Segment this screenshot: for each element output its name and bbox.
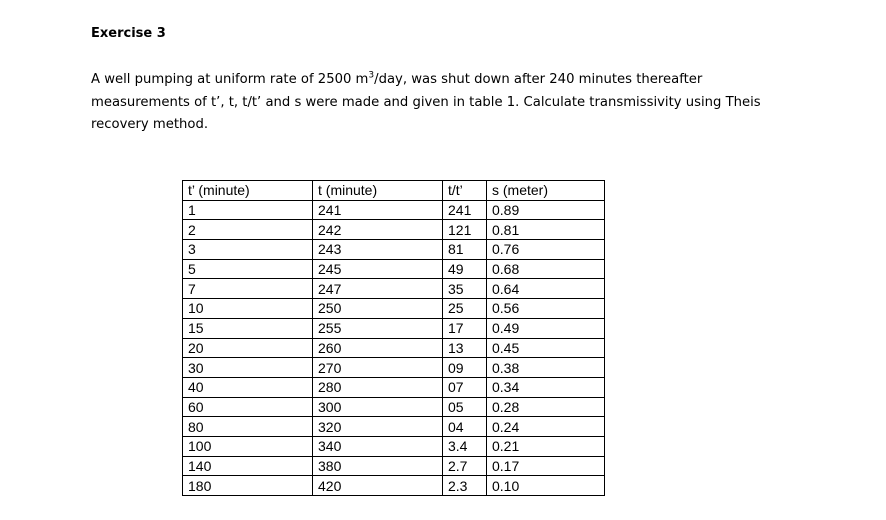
cell-t: 340 [313, 436, 443, 456]
cell-t: 380 [313, 456, 443, 476]
cell-t-prime: 7 [183, 279, 313, 299]
cell-s: 0.21 [487, 436, 605, 456]
cell-t: 241 [313, 200, 443, 220]
cell-t-ratio: 13 [443, 338, 487, 358]
cell-t: 420 [313, 476, 443, 496]
cell-t-prime: 3 [183, 240, 313, 260]
table-header-row [183, 181, 605, 201]
cell-t: 260 [313, 338, 443, 358]
cell-t-ratio: 121 [443, 220, 487, 240]
cell-t-ratio: 49 [443, 259, 487, 279]
cell-t-prime: 80 [183, 417, 313, 437]
cell-s: 0.38 [487, 358, 605, 378]
table-row [183, 338, 605, 358]
cell-t: 320 [313, 417, 443, 437]
cell-s: 0.89 [487, 200, 605, 220]
cell-t-prime: 20 [183, 338, 313, 358]
table-row [183, 299, 605, 319]
cell-s: 0.49 [487, 318, 605, 338]
cell-t-ratio: 05 [443, 397, 487, 417]
cell-t-ratio: 241 [443, 200, 487, 220]
cell-t-prime: 5 [183, 259, 313, 279]
cell-t-prime: 10 [183, 299, 313, 319]
cell-s: 0.81 [487, 220, 605, 240]
cell-t-prime: 30 [183, 358, 313, 378]
header-t-ratio: t/t’ [443, 181, 487, 201]
cell-t-ratio: 2.3 [443, 476, 487, 496]
exercise-title: Exercise 3 [91, 26, 166, 41]
table-row [183, 240, 605, 260]
statement-part-2: /day, was shut down after 240 minutes thereafter measurements of t’, t, t/t’ and s were made and given in table 1. Calculate transmissivity using Theis recovery method. [91, 72, 761, 132]
table-row [183, 200, 605, 220]
cell-t-prime: 100 [183, 436, 313, 456]
table-row [183, 476, 605, 496]
table-row [183, 436, 605, 456]
problem-statement [91, 69, 781, 137]
cell-t: 300 [313, 397, 443, 417]
cell-s: 0.34 [487, 377, 605, 397]
cubic-superscript: 3 [368, 70, 375, 81]
cell-t: 280 [313, 377, 443, 397]
table-row [183, 220, 605, 240]
cell-s: 0.56 [487, 299, 605, 319]
cell-t-prime: 15 [183, 318, 313, 338]
cell-s: 0.28 [487, 397, 605, 417]
cell-t: 247 [313, 279, 443, 299]
cell-s: 0.24 [487, 417, 605, 437]
cell-t: 243 [313, 240, 443, 260]
cell-t-prime: 60 [183, 397, 313, 417]
cell-t-ratio: 3.4 [443, 436, 487, 456]
table-row [183, 358, 605, 378]
table-row [183, 377, 605, 397]
table-row [183, 456, 605, 476]
table-body [183, 200, 605, 495]
cell-t-ratio: 07 [443, 377, 487, 397]
cell-t-ratio: 09 [443, 358, 487, 378]
table-row [183, 397, 605, 417]
header-t-prime: t’ (minute) [183, 181, 313, 201]
cell-s: 0.17 [487, 456, 605, 476]
table-row [183, 259, 605, 279]
table-row [183, 417, 605, 437]
cell-s: 0.68 [487, 259, 605, 279]
header-t: t (minute) [313, 181, 443, 201]
cell-t-ratio: 25 [443, 299, 487, 319]
table-row [183, 279, 605, 299]
cell-t: 270 [313, 358, 443, 378]
cell-t: 250 [313, 299, 443, 319]
cell-t-prime: 180 [183, 476, 313, 496]
cell-t-prime: 40 [183, 377, 313, 397]
cell-t-ratio: 04 [443, 417, 487, 437]
cell-t-prime: 140 [183, 456, 313, 476]
cell-s: 0.45 [487, 338, 605, 358]
cell-t-ratio: 81 [443, 240, 487, 260]
cell-t-ratio: 17 [443, 318, 487, 338]
cell-t-ratio: 35 [443, 279, 487, 299]
cell-t: 255 [313, 318, 443, 338]
statement-part-1: A well pumping at uniform rate of 2500 m [91, 72, 369, 87]
cell-t: 242 [313, 220, 443, 240]
cell-s: 0.76 [487, 240, 605, 260]
header-s: s (meter) [487, 181, 605, 201]
cell-s: 0.10 [487, 476, 605, 496]
recovery-data-table [182, 180, 605, 496]
cell-s: 0.64 [487, 279, 605, 299]
cell-t-ratio: 2.7 [443, 456, 487, 476]
cell-t-prime: 1 [183, 200, 313, 220]
table-row [183, 318, 605, 338]
cell-t-prime: 2 [183, 220, 313, 240]
cell-t: 245 [313, 259, 443, 279]
